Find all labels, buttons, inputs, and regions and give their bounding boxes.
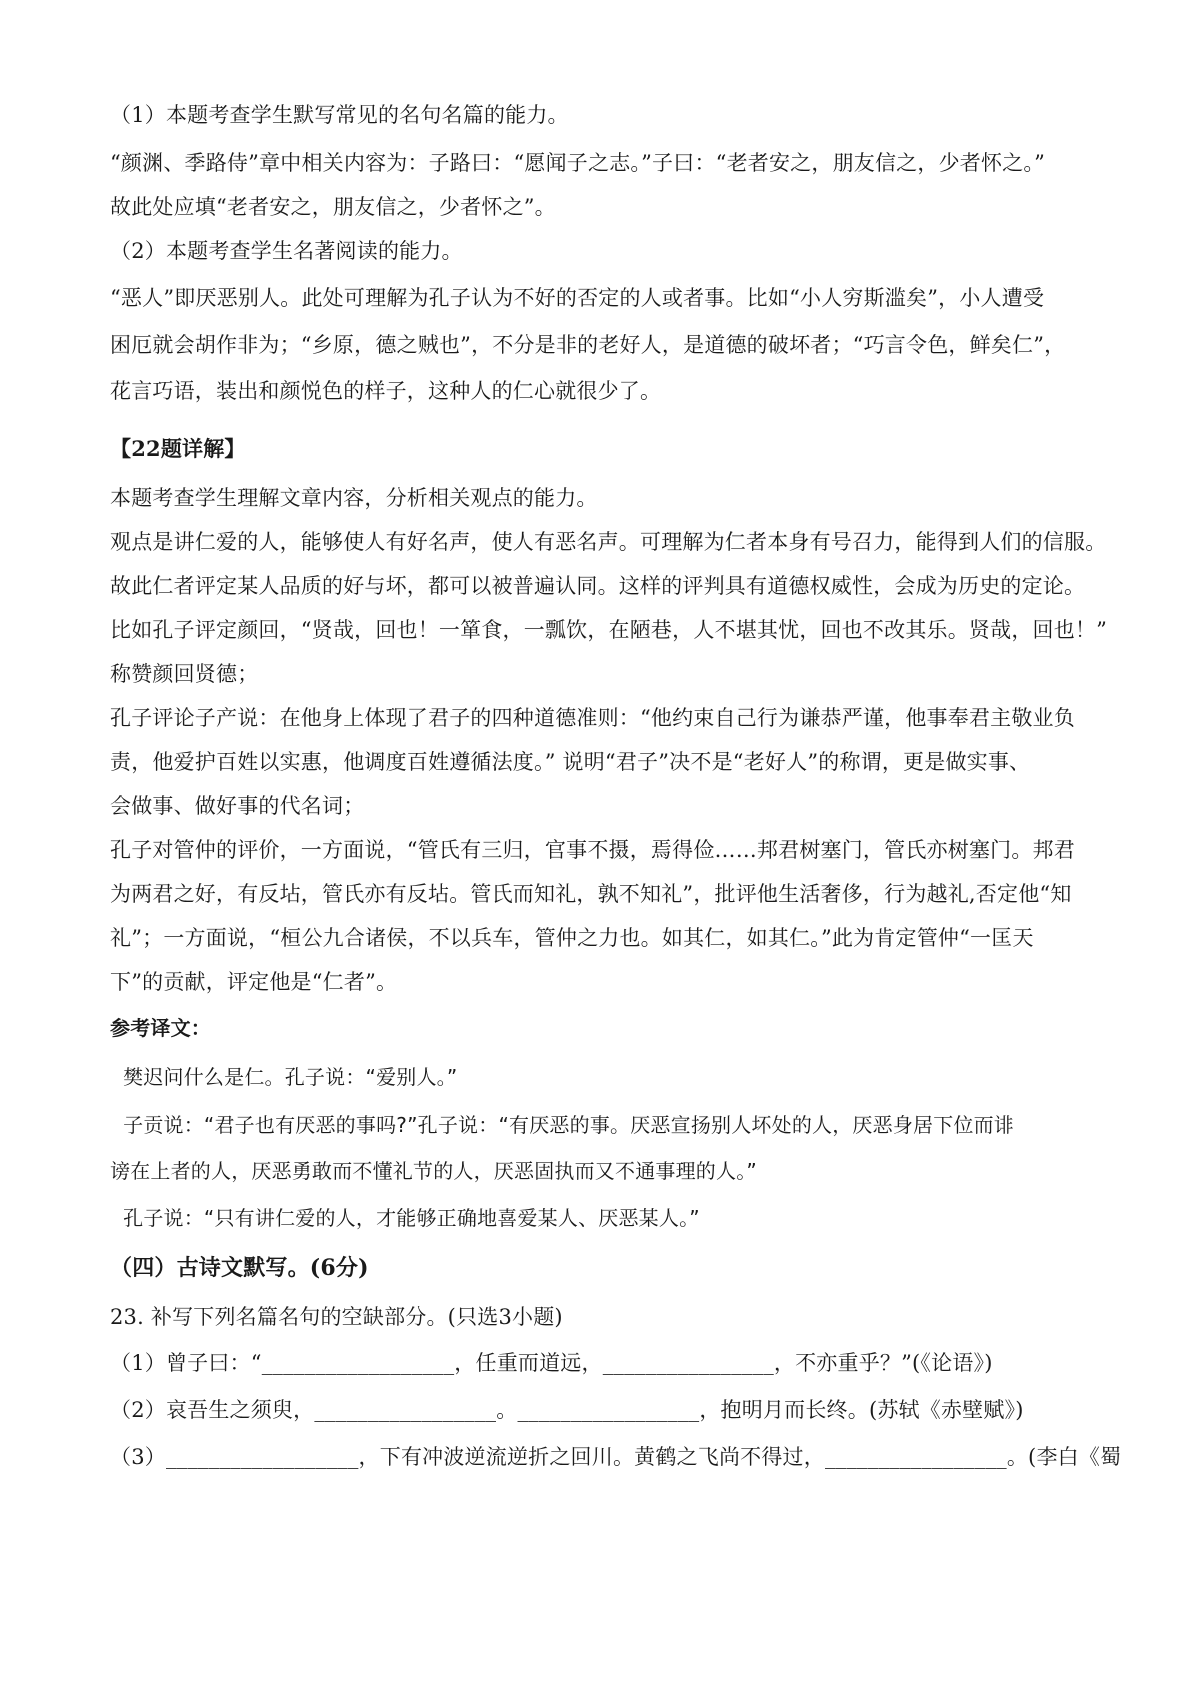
answer-21-part1-conclusion: 故此处应填“老者安之，朋友信之，少者怀之”。 [110,195,556,219]
translation-line3: 谤在上者的人，厌恶勇敢而不懂礼节的人，厌恶固执而又不通事理的人。” [110,1159,757,1183]
answer-21-part2-line2: 困厄就会胡作非为；“乡原，德之贼也”，不分是非的老好人，是道德的破坏者；“巧言令色，鲜矣仁”， [110,333,1066,357]
question-23-prompt: 23. 补写下列名篇名句的空缺部分。(只选3小题) [110,1305,563,1329]
reference-translation-heading: 参考译文： [110,1016,211,1040]
answer-22-intro: 本题考查学生理解文章内容，分析相关观点的能力。 [110,486,598,510]
answer-22-line3: 比如孔子评定颜回，“贤哉，回也！一箪食，一瓢饮，在陋巷，人不堪其忧，回也不改其乐。贤哉，回也！” [110,618,1108,642]
answer-22-line11: 下”的贡献，评定他是“仁者”。 [110,970,398,994]
translation-line1: 樊迟问什么是仁。孔子说：“爱别人。” [110,1065,458,1089]
answer-22-line6: 责，他爱护百姓以实惠，他调度百姓遵循法度。” 说明“君子”决不是“老好人”的称谓，更是做实事、 [110,750,1031,774]
answer-22-line10: 礼”；一方面说，“桓公九合诸侯，不以兵车，管仲之力也。如其仁，如其仁。”此为肯定管仲“一匡天 [110,926,1034,950]
answer-21-part1-content: “颜渊、季路侍”章中相关内容为：子路曰：“愿闻子之志。”子曰：“老者安之，朋友信之，少者怀之。” [110,151,1046,175]
answer-22-line9: 为两君之好，有反坫，管氏亦有反坫。管氏而知礼，孰不知礼”，批评他生活奢侈，行为越礼,否定他“知 [110,882,1072,906]
translation-line4: 孔子说：“只有讲仁爱的人，才能够正确地喜爱某人、厌恶某人。” [110,1206,700,1230]
answer-22-line2: 故此仁者评定某人品质的好与坏，都可以被普遍认同。这样的评判具有道德权威性，会成为历史的定论。 [110,574,1086,598]
section-heading-four: （四）古诗文默写。(6分) [110,1255,369,1281]
answer-22-line4: 称赞颜回贤德； [110,662,259,686]
answer-22-line8: 孔子对管仲的评价，一方面说，“管氏有三归，官事不摄，焉得俭……邦君树塞门，管氏亦树塞门。邦君 [110,838,1075,862]
question-23-item2: （2）哀吾生之须臾，_________________。_________________，抱明月而长终。(苏轼《赤壁赋》) [110,1398,1024,1422]
translation-line2: 子贡说：“君子也有厌恶的事吗?”孔子说：“有厌恶的事。厌恶宣扬别人坏处的人，厌恶身居下位而诽 [110,1113,1015,1137]
answer-21-part2-intro: （2）本题考查学生名著阅读的能力。 [110,239,463,263]
question-23-item3: （3）__________________，下有冲波逆流逆折之回川。黄鹤之飞尚不得过，_________________。(李白《蜀 [110,1445,1122,1469]
answer-22-line7: 会做事、做好事的代名词； [110,794,365,818]
question-23-item1: （1）曾子曰：“__________________，任重而道远，________________，不亦重乎？”(《论语》) [110,1351,993,1375]
answer-21-part2-line1: “恶人”即厌恶别人。此处可理解为孔子认为不好的否定的人或者事。比如“小人穷斯滥矣”，小人遭受 [110,286,1045,310]
answer-21-part2-line3: 花言巧语，装出和颜悦色的样子，这种人的仁心就很少了。 [110,379,662,403]
answer-21-part1-intro: （1）本题考查学生默写常见的名句名篇的能力。 [110,103,569,127]
answer-22-line1: 观点是讲仁爱的人，能够使人有好名声，使人有恶名声。可理解为仁者本身有号召力，能得到人们的信服。 [110,530,1107,554]
answer-22-line5: 孔子评论子产说：在他身上体现了君子的四种道德准则：“他约束自己行为谦恭严谨，他事奉君主敬业负 [110,706,1075,730]
section-heading-q22: 【22题详解】 [110,436,246,461]
